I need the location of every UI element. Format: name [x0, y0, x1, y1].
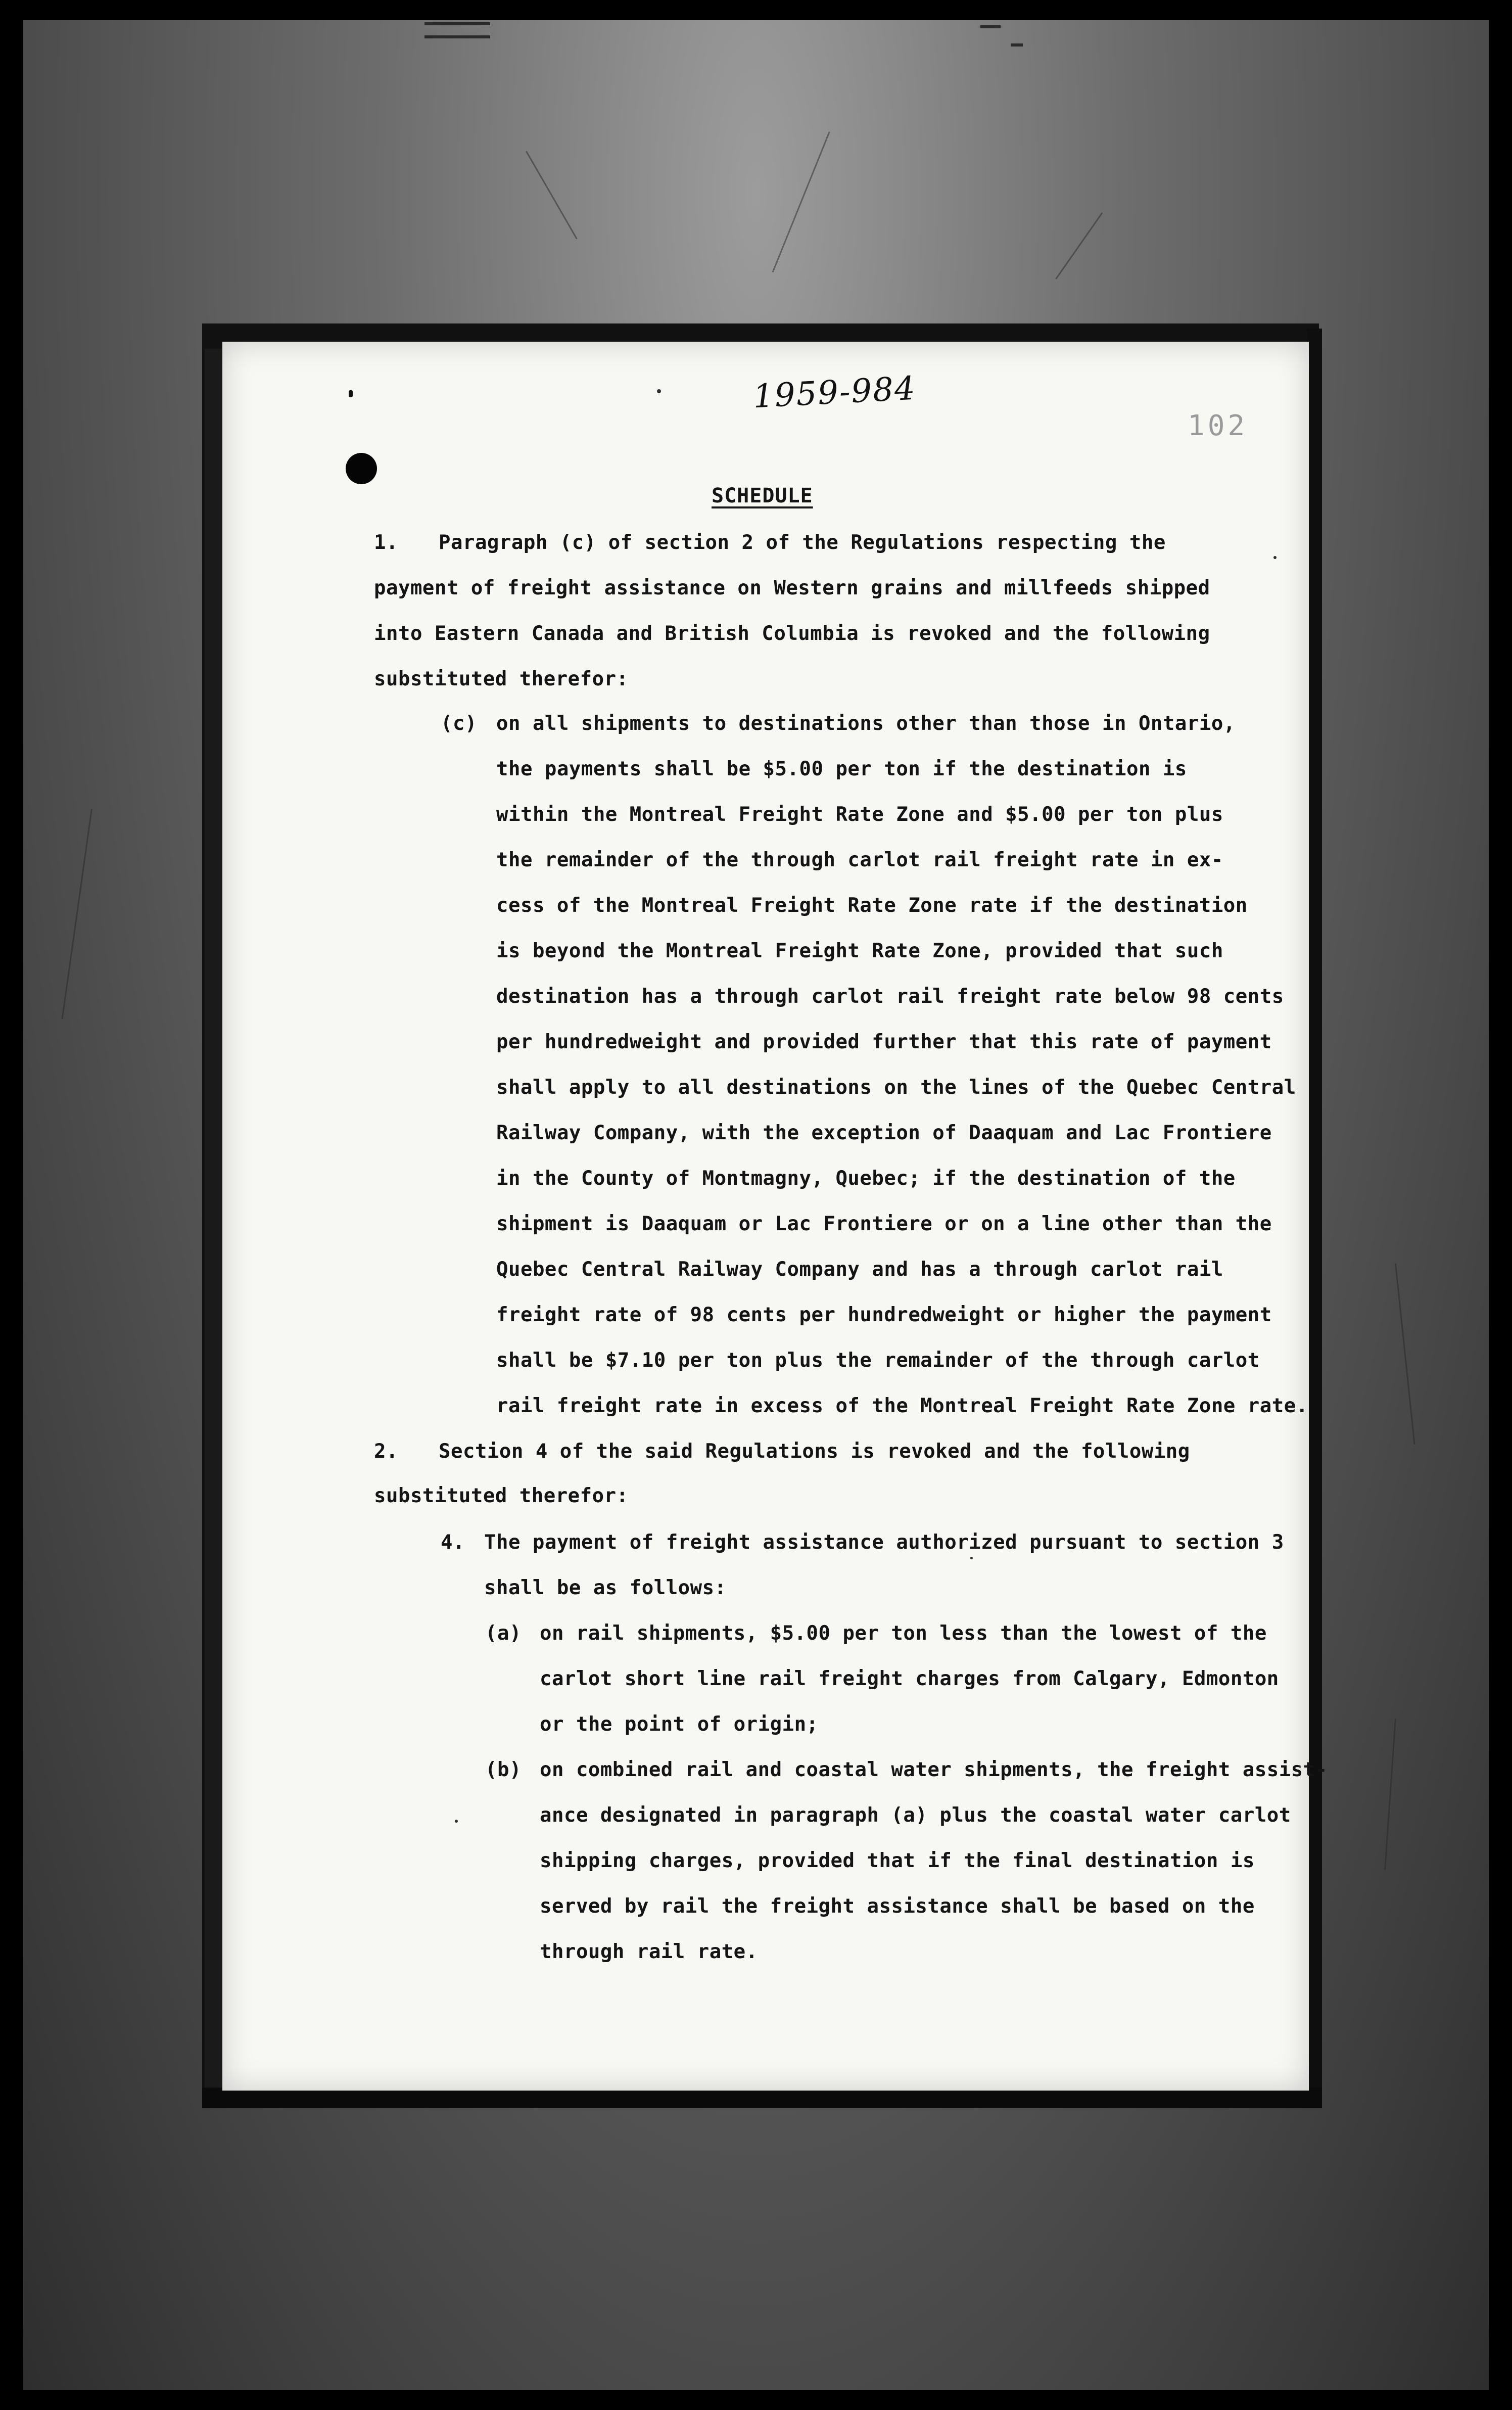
punch-hole — [346, 453, 377, 484]
film-scratch — [1395, 1264, 1415, 1445]
paragraph-c-line: per hundredweight and provided further that this rate of payment — [496, 1031, 1272, 1053]
dust-speck — [657, 389, 661, 393]
paragraph-label: (c) — [441, 712, 477, 735]
paragraph-c-line: the remainder of the through carlot rail freight rate in ex- — [496, 849, 1223, 871]
dust-speck — [970, 1557, 973, 1559]
page-edge — [202, 2088, 1322, 2108]
section-1-line: into Eastern Canada and British Columbia is revoked and the following — [374, 622, 1210, 645]
paragraph-c-line: shipment is Daaquam or Lac Frontiere or on a line other than the — [496, 1213, 1272, 1235]
film-scratch — [62, 809, 92, 1019]
paragraph-c-line: cess of the Montreal Freight Rate Zone rate if the destination — [496, 894, 1248, 917]
subsection-b-line: served by rail the freight assistance shall be based on the — [540, 1895, 1255, 1918]
film-scratch — [526, 151, 578, 240]
paragraph-label: (a) — [485, 1622, 522, 1645]
subsection-a-line: on rail shipments, $5.00 per ton less than the lowest of the — [540, 1622, 1267, 1645]
dust-speck — [1273, 556, 1277, 559]
paragraph-label: (b) — [485, 1758, 522, 1781]
film-marks — [354, 15, 1213, 76]
page-title: SCHEDULE — [712, 484, 813, 507]
paragraph-c-line: the payments shall be $5.00 per ton if the destination is — [496, 758, 1187, 780]
dust-speck — [455, 1820, 458, 1823]
paragraph-c-line: within the Montreal Freight Rate Zone and $5.00 per ton plus — [496, 803, 1223, 826]
frame-border-right — [1489, 0, 1512, 2410]
subsection-b-line: shipping charges, provided that if the final destination is — [540, 1849, 1255, 1872]
paragraph-c-line: in the County of Montmagny, Quebec; if the destination of the — [496, 1167, 1236, 1190]
page-edge — [205, 349, 222, 2093]
section-1-line: Paragraph (c) of section 2 of the Regulations respecting the — [439, 531, 1166, 554]
section-number: 4. — [441, 1531, 465, 1554]
paragraph-c-line: on all shipments to destinations other than those in Ontario, — [496, 712, 1236, 735]
paragraph-c-line: Railway Company, with the exception of Daaquam and Lac Frontiere — [496, 1122, 1272, 1144]
film-scratch — [772, 131, 830, 272]
subsection-b-line: through rail rate. — [540, 1940, 758, 1963]
subsection-b-line: ance designated in paragraph (a) plus the coastal water carlot — [540, 1804, 1291, 1827]
frame-border-left — [0, 0, 23, 2410]
paragraph-c-line: destination has a through carlot rail freight rate below 98 cents — [496, 985, 1284, 1008]
paragraph-c-line: rail freight rate in excess of the Montreal Freight Rate Zone rate. — [496, 1395, 1308, 1417]
section-2-line: substituted therefor: — [374, 1485, 629, 1507]
section-4-line: shall be as follows: — [484, 1577, 727, 1599]
page-edge — [1307, 329, 1322, 2108]
subsection-a-line: carlot short line rail freight charges from Calgary, Edmonton — [540, 1667, 1279, 1690]
paragraph-c-line: freight rate of 98 cents per hundredweight or higher the payment — [496, 1304, 1272, 1326]
subsection-b-line: on combined rail and coastal water shipments, the freight assist- — [540, 1758, 1328, 1781]
handwritten-reference: 1959-984 — [752, 369, 917, 416]
section-number: 1. — [374, 531, 398, 554]
section-1-line: substituted therefor: — [374, 668, 629, 690]
paragraph-c-line: is beyond the Montreal Freight Rate Zone, provided that such — [496, 940, 1223, 962]
section-4-line: The payment of freight assistance authorized pursuant to section 3 — [484, 1531, 1284, 1554]
section-number: 2. — [374, 1440, 398, 1463]
paragraph-c-line: Quebec Central Railway Company and has a through carlot rail — [496, 1258, 1223, 1281]
paragraph-c-line: shall be $7.10 per ton plus the remainder of the through carlot — [496, 1349, 1260, 1372]
subsection-a-line: or the point of origin; — [540, 1713, 819, 1736]
frame-border-bottom — [0, 2390, 1512, 2410]
section-1-line: payment of freight assistance on Western grains and millfeeds shipped — [374, 577, 1210, 599]
section-2-line: Section 4 of the said Regulations is revoked and the following — [439, 1440, 1190, 1463]
page-number-stamp: 102 — [1188, 409, 1248, 442]
film-scratch — [1384, 1719, 1396, 1870]
ink-mark — [349, 390, 353, 397]
paragraph-c-line: shall apply to all destinations on the lines of the Quebec Central — [496, 1076, 1296, 1099]
film-scratch — [1055, 212, 1103, 280]
